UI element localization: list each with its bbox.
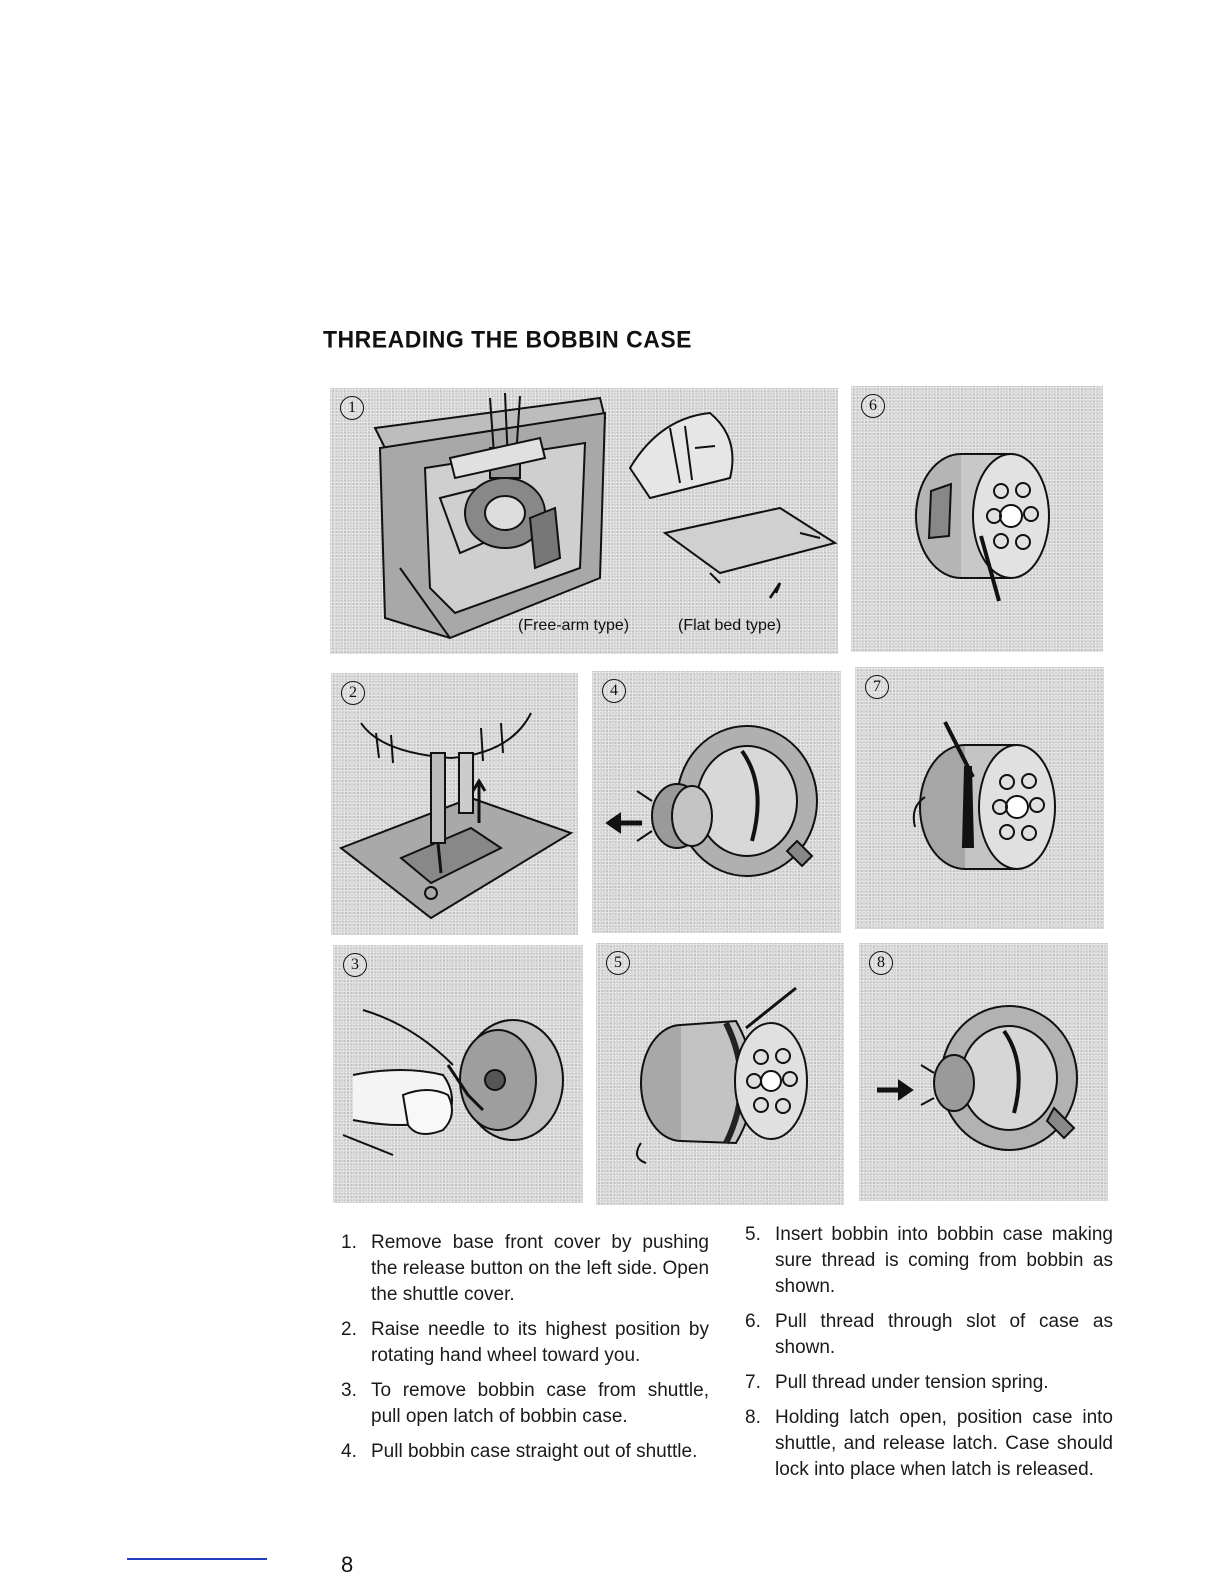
step-number: 3. [341, 1380, 357, 1401]
step-number: 4. [341, 1441, 357, 1462]
step-text: Pull thread under tension spring. [775, 1372, 1049, 1393]
insert-bobbin-illustration [596, 943, 844, 1205]
list-item [745, 1405, 1113, 1483]
steps-left-column [341, 1230, 709, 1474]
list-item [745, 1370, 1113, 1396]
panel-number: 8 [869, 951, 893, 975]
panel-number: 3 [343, 953, 367, 977]
list-item [745, 1222, 1113, 1300]
list-item [341, 1439, 709, 1465]
illustration-panel-6 [851, 386, 1103, 652]
illustration-panel-4 [592, 671, 841, 933]
step-number: 7. [745, 1372, 761, 1393]
step-text: Raise needle to its highest position by rotating hand wheel toward you. [371, 1319, 709, 1366]
illustration-panel-3 [333, 945, 583, 1203]
panel-number: 5 [606, 951, 630, 975]
machine-bed-illustration [330, 388, 838, 654]
list-item [341, 1230, 709, 1308]
step-text: To remove bobbin case from shuttle, pull open latch of bobbin case. [371, 1380, 709, 1427]
list-item [341, 1317, 709, 1369]
bobbin-case-slot-illustration [851, 386, 1103, 652]
reinsert-bobbin-case-illustration [859, 943, 1108, 1201]
remove-bobbin-case-illustration [592, 671, 841, 933]
illustration-panel-8 [859, 943, 1108, 1201]
page-number: 8 [341, 1552, 354, 1577]
step-text: Pull thread through slot of case as shown. [775, 1311, 1113, 1358]
flat-bed-caption: (Flat bed type) [678, 617, 782, 634]
illustration-panel-1 [330, 388, 838, 654]
panel-number: 1 [340, 396, 364, 420]
step-text: Insert bobbin into bobbin case making sure thread is coming from bobbin as shown. [775, 1224, 1113, 1297]
open-latch-illustration [333, 945, 583, 1203]
illustration-panel-5 [596, 943, 844, 1205]
steps-right-column [745, 1222, 1113, 1492]
illustration-panel-7 [855, 667, 1104, 929]
panel-number: 6 [861, 394, 885, 418]
free-arm-caption: (Free-arm type) [518, 617, 630, 634]
step-text: Pull bobbin case straight out of shuttle. [371, 1441, 698, 1462]
step-number: 5. [745, 1224, 761, 1245]
list-item [341, 1378, 709, 1430]
step-number: 1. [341, 1232, 357, 1253]
margin-rule [127, 1558, 267, 1560]
list-item [745, 1309, 1113, 1361]
illustration-panel-2 [331, 673, 578, 935]
panel-number: 7 [865, 675, 889, 699]
step-number: 6. [745, 1311, 761, 1332]
tension-spring-illustration [855, 667, 1104, 929]
page-title: THREADING THE BOBBIN CASE [323, 325, 693, 353]
panel-number: 2 [341, 681, 365, 705]
step-text: Remove base front cover by pushing the release button on the left side. Open the shuttle cover. [371, 1232, 710, 1305]
panel-number: 4 [602, 679, 626, 703]
step-number: 8. [745, 1407, 761, 1428]
needle-raise-illustration [331, 673, 578, 935]
step-text: Holding latch open, position case into shuttle, and release latch. Case should lock into place when latch is released. [775, 1407, 1113, 1480]
step-number: 2. [341, 1319, 357, 1340]
